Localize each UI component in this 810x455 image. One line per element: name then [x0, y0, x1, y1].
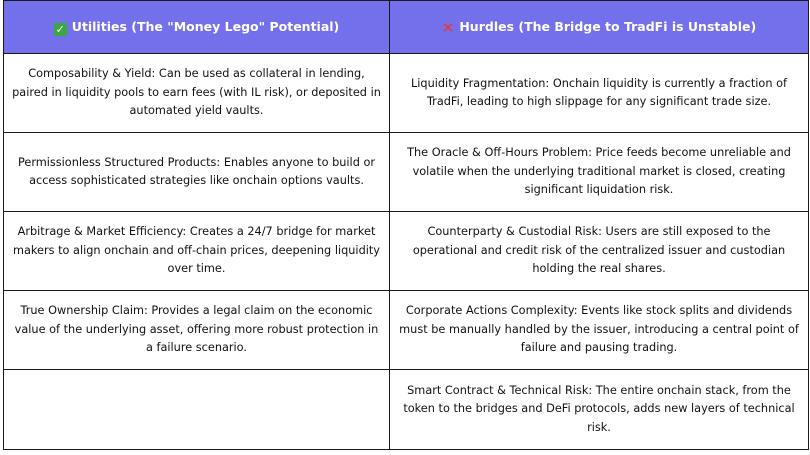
utility-cell: Arbitrage & Market Efficiency: Creates a 24/7 bridge for market makers to align onchain and off-chain prices, deepening liquidity over time. [4, 212, 390, 291]
utilities-header [4, 1, 390, 54]
check-mark-icon: ✓ [55, 22, 65, 36]
header-row [4, 1, 809, 54]
hurdle-cell: Smart Contract & Technical Risk: The entire onchain stack, from the token to the bridges and DeFi protocols, adds new layers of technical risk. [390, 370, 809, 450]
hurdle-cell: Counterparty & Custodial Risk: Users are still exposed to the operational and credit risk of the centralized issuer and custodian holding the real shares. [390, 212, 809, 291]
comparison-table [3, 0, 809, 450]
hurdles-header [390, 1, 809, 54]
utilities-header-title: Utilities (The "Money Lego" Potential) [71, 18, 340, 34]
table-row [4, 370, 809, 450]
utility-cell: Permissionless Structured Products: Enables anyone to build or access sophisticated strategies like onchain options vaults. [4, 133, 390, 212]
hurdle-cell: The Oracle & Off-Hours Problem: Price feeds become unreliable and volatile when the underlying traditional market is closed, creating significant liquidation risk. [390, 133, 809, 212]
hurdle-cell: Liquidity Fragmentation: Onchain liquidity is currently a fraction of TradFi, leading to high slippage for any significant trade size. [390, 54, 809, 133]
cross-mark-icon: ✕ [441, 19, 455, 37]
utility-cell: True Ownership Claim: Provides a legal claim on the economic value of the underlying asset, offering more robust protection in a failure scenario. [4, 291, 390, 370]
table-row [4, 291, 809, 370]
table-row [4, 133, 809, 212]
utility-cell: Composability & Yield: Can be used as collateral in lending, paired in liquidity pools to earn fees (with IL risk), or deposited in automated yield vaults. [4, 54, 390, 133]
utility-cell-empty [4, 370, 390, 450]
hurdles-header-title: Hurdles (The Bridge to TradFi is Unstable) [459, 19, 757, 34]
hurdle-cell: Corporate Actions Complexity: Events like stock splits and dividends must be manually handled by the issuer, introducing a central point of failure and pausing trading. [390, 291, 809, 370]
table-row [4, 54, 809, 133]
table-row [4, 212, 809, 291]
